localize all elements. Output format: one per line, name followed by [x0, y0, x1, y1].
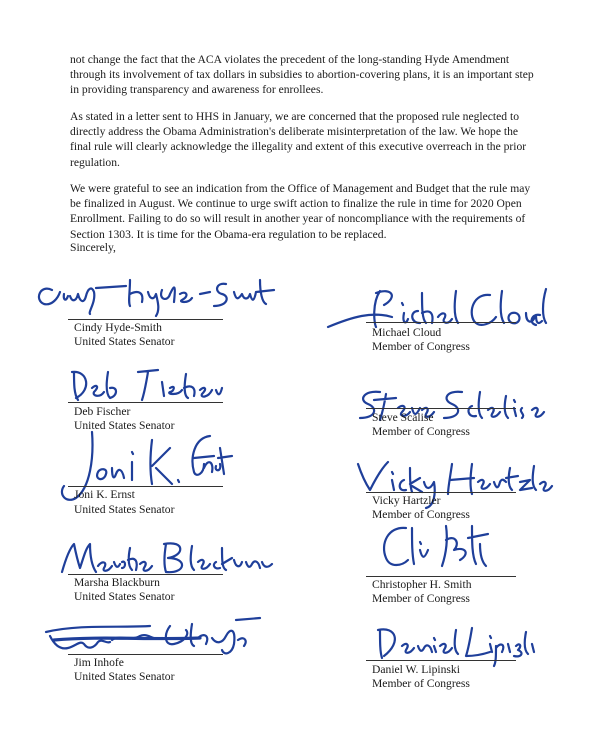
signatory-title: United States Senator — [74, 670, 175, 683]
signatory-name: Deb Fischer — [74, 405, 131, 418]
signatory-name: Christopher H. Smith — [372, 578, 472, 591]
signatory-title: Member of Congress — [372, 677, 470, 690]
signatory-title: Member of Congress — [372, 592, 470, 605]
signatory-title: United States Senator — [74, 335, 175, 348]
signatory-name: Daniel W. Lipinski — [372, 663, 460, 676]
signature-hyde-smith — [30, 262, 280, 322]
signature-line — [366, 322, 516, 323]
paragraph-3: We were grateful to see an indication from the Office of Management and Budget that the rule may be finalized in August. We continue to urge swift action to finalize the rule in time for 2020 Open Enrollment. Failing to do so will result in another year of noncompliance with the requirements of Section 1303. It is time for the Obama-era regulation to be replaced. — [70, 182, 531, 241]
signatory-title: United States Senator — [74, 419, 175, 432]
signatory-title: United States Senator — [74, 503, 175, 516]
signatory-title: United States Senator — [74, 590, 175, 603]
signature-line — [68, 319, 223, 320]
signatory-name: Joni K. Ernst — [74, 488, 135, 501]
paragraph-2: As stated in a letter sent to HHS in January, we are concerned that the proposed rule neglected to directly address the Obama Administration's deliberate misinterpretation of the law. We hope the final rule will clearly acknowledge the illegality and extent of this executive overreach in the prior regulation. — [70, 110, 527, 169]
paragraph-1: not change the fact that the ACA violates the precedent of the long-standing Hyde Amendment through its involvement of tax dollars in subsidies to abortion-covering plans, it is an important step in providing transparency and awareness for enrollees. — [70, 53, 534, 97]
signatory-name: Cindy Hyde-Smith — [74, 321, 162, 334]
signatory-name: Jim Inhofe — [74, 656, 124, 669]
signature-line — [366, 576, 516, 577]
signatory-title: Member of Congress — [372, 340, 470, 353]
signatory-name: Michael Cloud — [372, 326, 442, 339]
signature-line — [366, 492, 516, 493]
closing-salutation: Sincerely, — [70, 241, 116, 254]
signature-line — [366, 408, 516, 409]
signatory-title: Member of Congress — [372, 425, 470, 438]
signatory-title: Member of Congress — [372, 508, 470, 521]
signature-smith — [376, 520, 506, 578]
signature-line — [68, 654, 223, 655]
signatory-name: Marsha Blackburn — [74, 576, 160, 589]
signature-line — [366, 660, 516, 661]
signature-line — [68, 574, 223, 575]
signatory-name: Vicky Hartzler — [372, 494, 441, 507]
signature-line — [68, 402, 223, 403]
signatory-name: Steve Scalise — [372, 411, 434, 424]
signature-fischer — [66, 366, 226, 406]
signature-line — [68, 486, 223, 487]
